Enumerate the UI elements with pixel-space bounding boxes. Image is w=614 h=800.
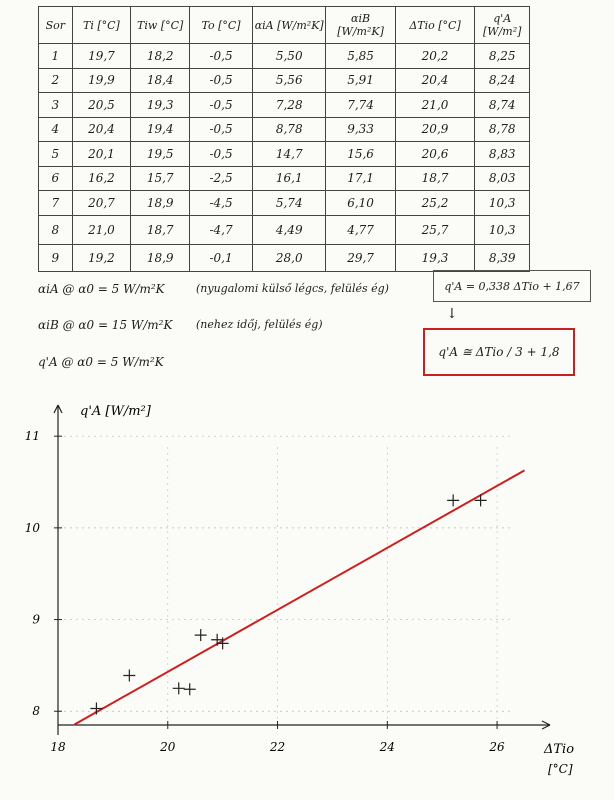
x-axis-unit: [°C] xyxy=(548,762,573,776)
table-cell: -2,5 xyxy=(190,166,253,191)
table-cell: -0,5 xyxy=(190,93,253,118)
table-cell: 5 xyxy=(39,142,73,167)
table-cell: -0,1 xyxy=(190,244,253,271)
table-cell: 6 xyxy=(39,166,73,191)
table-cell: 20,2 xyxy=(395,44,475,69)
table-cell: 16,1 xyxy=(253,166,326,191)
x-tick-label: 22 xyxy=(269,740,286,754)
y-axis-label: q'A [W/m²] xyxy=(80,404,151,419)
table-cell: 19,3 xyxy=(395,244,475,271)
fit-formula-box xyxy=(433,270,591,302)
table-cell: 19,3 xyxy=(131,93,190,118)
table-cell: 5,50 xyxy=(253,44,326,69)
table-cell: 9,33 xyxy=(326,117,395,142)
col-header-alpha-ia: αiA [W/m²K] xyxy=(253,7,326,44)
table-cell: 20,9 xyxy=(395,117,475,142)
measurement-table xyxy=(38,6,530,272)
table-cell: -0,5 xyxy=(190,117,253,142)
table-cell: 9 xyxy=(39,244,73,271)
table-row xyxy=(39,166,530,191)
x-tick-label: 26 xyxy=(489,740,505,754)
table-cell: 8,78 xyxy=(475,117,530,142)
approx-formula-box xyxy=(423,328,575,376)
axes xyxy=(54,405,550,735)
note-alpha-ib: αiB @ α0 = 15 W/m²K xyxy=(38,318,173,332)
table-cell: 19,7 xyxy=(72,44,131,69)
fit-line xyxy=(74,470,524,724)
table-cell: 18,2 xyxy=(131,44,190,69)
table-cell: 4,49 xyxy=(253,215,326,244)
table-cell: 20,4 xyxy=(395,68,475,93)
table-cell: 17,1 xyxy=(326,166,395,191)
table-cell: 3 xyxy=(39,93,73,118)
note-alpha-ia: αiA @ α0 = 5 W/m²K xyxy=(38,282,165,296)
table-row xyxy=(39,44,530,69)
data-point xyxy=(475,494,487,506)
table-cell: 7,28 xyxy=(253,93,326,118)
table-cell: 20,7 xyxy=(72,191,131,216)
table-cell: 28,0 xyxy=(253,244,326,271)
data-point xyxy=(195,629,207,641)
table-cell: 25,2 xyxy=(395,191,475,216)
y-tick-label: 8 xyxy=(32,704,40,719)
table-cell: 8,78 xyxy=(253,117,326,142)
table-cell: 19,2 xyxy=(72,244,131,271)
table-row xyxy=(39,191,530,216)
table-cell: 6,10 xyxy=(326,191,395,216)
table-cell: 18,7 xyxy=(131,215,190,244)
note-alpha-ib-comment: (nehez időj, felülés ég) xyxy=(196,318,323,331)
fit-formula: q'A = 0,338 ΔTio + 1,67 xyxy=(444,279,580,293)
table-cell: 7,74 xyxy=(326,93,395,118)
table-row xyxy=(39,244,530,271)
table-cell: 20,4 xyxy=(72,117,131,142)
table-cell: 14,7 xyxy=(253,142,326,167)
grid xyxy=(58,436,510,725)
x-axis-label: ΔTio xyxy=(544,742,575,757)
y-tick-label: 9 xyxy=(32,612,40,627)
table-cell: 8,39 xyxy=(475,244,530,271)
table-cell: 29,7 xyxy=(326,244,395,271)
approx-formula: q'A ≅ ΔTio / 3 + 1,8 xyxy=(438,345,560,359)
table-row xyxy=(39,68,530,93)
table-cell: 5,85 xyxy=(326,44,395,69)
fit-line-path xyxy=(74,470,524,724)
data-point xyxy=(123,669,135,681)
table-cell: -0,5 xyxy=(190,44,253,69)
table-cell: 19,5 xyxy=(131,142,190,167)
x-tick-label: 24 xyxy=(379,740,395,754)
data-point xyxy=(173,682,185,694)
table-row xyxy=(39,117,530,142)
x-tick-label: 20 xyxy=(160,740,176,754)
table-cell: 4,77 xyxy=(326,215,395,244)
table-cell: 1 xyxy=(39,44,73,69)
y-tick-label: 11 xyxy=(24,429,40,444)
table-cell: -4,7 xyxy=(190,215,253,244)
note-q-a: q'A @ α0 = 5 W/m²K xyxy=(38,355,164,369)
scatter-chart xyxy=(0,385,614,795)
table-cell: 8,83 xyxy=(475,142,530,167)
table-cell: 15,7 xyxy=(131,166,190,191)
x-tick-label: 18 xyxy=(50,740,66,754)
table-cell: 4 xyxy=(39,117,73,142)
data-point xyxy=(90,702,102,714)
table-cell: 5,74 xyxy=(253,191,326,216)
table-cell: 19,9 xyxy=(72,68,131,93)
table-cell: 8,03 xyxy=(475,166,530,191)
table-cell: 20,1 xyxy=(72,142,131,167)
table-cell: -4,5 xyxy=(190,191,253,216)
table-row xyxy=(39,93,530,118)
col-header-tiw: Tiw [°C] xyxy=(131,7,190,44)
table-header-row xyxy=(39,7,530,44)
table-cell: 20,5 xyxy=(72,93,131,118)
table-cell: 19,4 xyxy=(131,117,190,142)
table-cell: 21,0 xyxy=(395,93,475,118)
table-cell: 8,25 xyxy=(475,44,530,69)
table-cell: 18,9 xyxy=(131,191,190,216)
table-row xyxy=(39,142,530,167)
table-cell: 10,3 xyxy=(475,191,530,216)
col-header-alpha-ib: αiB [W/m²K] xyxy=(326,7,395,44)
table-cell: -0,5 xyxy=(190,142,253,167)
table-cell: 18,7 xyxy=(395,166,475,191)
table-cell: 18,4 xyxy=(131,68,190,93)
table-cell: 5,56 xyxy=(253,68,326,93)
table-cell: 25,7 xyxy=(395,215,475,244)
col-header-q-a: q'A [W/m²] xyxy=(475,7,530,44)
arrow-down-icon: ↓ xyxy=(446,306,458,322)
table-cell: 18,9 xyxy=(131,244,190,271)
table-cell: 10,3 xyxy=(475,215,530,244)
table-cell: 8 xyxy=(39,215,73,244)
y-tick-label: 10 xyxy=(24,520,40,535)
table-cell: 21,0 xyxy=(72,215,131,244)
data-point xyxy=(447,494,459,506)
table-cell: 8,74 xyxy=(475,93,530,118)
col-header-ti: Ti [°C] xyxy=(72,7,131,44)
table-cell: 7 xyxy=(39,191,73,216)
table-cell: 20,6 xyxy=(395,142,475,167)
table-cell: -0,5 xyxy=(190,68,253,93)
col-header-to: To [°C] xyxy=(190,7,253,44)
table-cell: 15,6 xyxy=(326,142,395,167)
table-cell: 8,24 xyxy=(475,68,530,93)
col-header-delta-tio: ΔTio [°C] xyxy=(395,7,475,44)
table-cell: 16,2 xyxy=(72,166,131,191)
note-alpha-ia-comment: (nyugalomi külső légcs, felülés ég) xyxy=(196,282,389,295)
col-header-sor: Sor xyxy=(39,7,73,44)
data-point xyxy=(184,683,196,695)
table-cell: 5,91 xyxy=(326,68,395,93)
table-row xyxy=(39,215,530,244)
table-cell: 2 xyxy=(39,68,73,93)
